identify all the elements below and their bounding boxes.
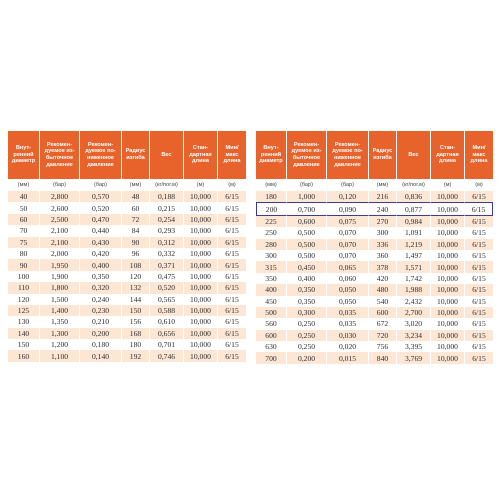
table-row xyxy=(8,191,246,202)
table-cell: 130 xyxy=(8,316,40,327)
table-cell: 540 xyxy=(369,296,397,307)
table-row xyxy=(256,341,493,352)
table-cell: 0,371 xyxy=(150,259,184,270)
table-row xyxy=(8,248,246,259)
table-cell: 756 xyxy=(369,341,397,352)
table-cell: 6/15 xyxy=(218,350,246,361)
table-cell: 0,300 xyxy=(287,307,327,318)
table-cell: 840 xyxy=(369,352,397,363)
table-cell: 0,450 xyxy=(287,261,327,272)
table-row xyxy=(8,305,246,316)
table-cell: 2,432 xyxy=(397,296,431,307)
table-cell: 10,000 xyxy=(184,259,218,270)
table-cell: 1,200 xyxy=(40,339,80,350)
table-row xyxy=(256,191,493,202)
table-cell: 0,984 xyxy=(397,216,431,227)
table-cell: 672 xyxy=(369,318,397,329)
table-cell: 2,600 xyxy=(40,202,80,213)
table-cell: 1,000 xyxy=(287,191,327,202)
table-cell: 0,500 xyxy=(287,227,327,238)
table-cell: 10,000 xyxy=(431,239,465,250)
table-cell: 2,700 xyxy=(397,307,431,318)
unit-cell: (бар) xyxy=(80,179,122,191)
table-cell: 0,254 xyxy=(150,214,184,225)
table-cell: 80 xyxy=(8,248,40,259)
table-row xyxy=(8,282,246,293)
table-cell: 3,395 xyxy=(397,341,431,352)
table-cell: 168 xyxy=(122,328,150,339)
table-cell: 0,075 xyxy=(327,216,369,227)
table-cell: 0,440 xyxy=(80,225,122,236)
table-cell: 1,350 xyxy=(40,316,80,327)
table-cell: 450 xyxy=(256,296,287,307)
table-cell: 0,588 xyxy=(150,305,184,316)
column-header: Рекомен- дуемое из- быточное давление xyxy=(287,131,327,179)
table-cell: 600 xyxy=(369,307,397,318)
table-cell: 1,300 xyxy=(40,328,80,339)
table-cell: 1,100 xyxy=(40,350,80,361)
table-cell: 0,293 xyxy=(150,225,184,236)
table-cell: 630 xyxy=(256,341,287,352)
table-cell: 6/15 xyxy=(465,296,493,307)
table-cell: 10,000 xyxy=(184,350,218,361)
table-cell: 2,100 xyxy=(40,237,80,248)
table-cell: 1,091 xyxy=(397,227,431,238)
table-cell: 0,610 xyxy=(150,316,184,327)
table-cell: 0,877 xyxy=(397,202,431,215)
table-cell: 600 xyxy=(256,330,287,341)
table-cell: 0,320 xyxy=(80,282,122,293)
column-header: Вес xyxy=(150,131,184,179)
table-row xyxy=(256,352,493,363)
table-cell: 0,500 xyxy=(287,250,327,261)
table-cell: 0,250 xyxy=(287,330,327,341)
table-cell: 0,332 xyxy=(150,248,184,259)
unit-cell: (мм) xyxy=(8,179,40,191)
table-cell: 700 xyxy=(256,352,287,363)
table-cell: 150 xyxy=(122,305,150,316)
table-cell: 6/15 xyxy=(465,307,493,318)
table-cell: 6/15 xyxy=(465,191,493,202)
table-cell: 0,060 xyxy=(327,273,369,284)
table-row xyxy=(256,261,493,272)
table-row xyxy=(256,296,493,307)
hose-spec-table-left xyxy=(8,131,246,362)
table-cell: 180 xyxy=(122,339,150,350)
table-cell: 0,070 xyxy=(327,250,369,261)
table-cell: 480 xyxy=(369,284,397,295)
table-cell: 0,565 xyxy=(150,294,184,305)
table-cell: 0,700 xyxy=(287,202,327,215)
table-row xyxy=(256,202,493,215)
table-cell: 0,350 xyxy=(287,284,327,295)
table-cell: 500 xyxy=(256,307,287,318)
table-cell: 6/15 xyxy=(465,202,493,215)
table-cell: 6/15 xyxy=(218,259,246,270)
table-cell: 0,312 xyxy=(150,237,184,248)
table-cell: 90 xyxy=(122,237,150,248)
table-cell: 100 xyxy=(8,271,40,282)
table-cell: 150 xyxy=(8,339,40,350)
table-cell: 6/15 xyxy=(465,227,493,238)
table-cell: 0,120 xyxy=(327,191,369,202)
column-header: Стан- дартная длина xyxy=(431,131,465,179)
table-cell: 300 xyxy=(256,250,287,261)
table-cell: 6/15 xyxy=(218,282,246,293)
table-row xyxy=(8,225,246,236)
table-cell: 108 xyxy=(122,259,150,270)
table-cell: 10,000 xyxy=(431,352,465,363)
table-cell: 1,497 xyxy=(397,250,431,261)
column-header: Мин/ макс длина xyxy=(465,131,493,179)
table-cell: 10,000 xyxy=(184,294,218,305)
table-cell: 6/15 xyxy=(218,305,246,316)
table-cell: 40 xyxy=(8,191,40,202)
table-cell: 0,350 xyxy=(80,271,122,282)
unit-cell: (м) xyxy=(184,179,218,191)
units-row xyxy=(8,179,246,191)
table-cell: 1,400 xyxy=(40,305,80,316)
table-cell: 6/15 xyxy=(218,191,246,202)
table-cell: 10,000 xyxy=(431,296,465,307)
table-cell: 0,250 xyxy=(287,341,327,352)
column-header: Рекомен- дуемое по- ниженное давление xyxy=(80,131,122,179)
table-cell: 1,800 xyxy=(40,282,80,293)
unit-cell: (м) xyxy=(218,179,246,191)
table-cell: 420 xyxy=(369,273,397,284)
table-cell: 0,746 xyxy=(150,350,184,361)
table-cell: 0,050 xyxy=(327,284,369,295)
table-cell: 200 xyxy=(256,202,287,215)
table-cell: 0,030 xyxy=(327,330,369,341)
table-cell: 0,200 xyxy=(287,352,327,363)
unit-cell: (бар) xyxy=(327,179,369,191)
table-row xyxy=(256,307,493,318)
table-row xyxy=(8,259,246,270)
table-cell: 6/15 xyxy=(218,316,246,327)
table-cell: 6/15 xyxy=(465,284,493,295)
table-row xyxy=(256,284,493,295)
table-cell: 0,400 xyxy=(80,259,122,270)
table-cell: 10,000 xyxy=(431,191,465,202)
unit-cell: (мм) xyxy=(369,179,397,191)
unit-cell: (бар) xyxy=(287,179,327,191)
table-cell: 10,000 xyxy=(184,328,218,339)
table-cell: 0,656 xyxy=(150,328,184,339)
table-cell: 6/15 xyxy=(465,330,493,341)
table-cell: 132 xyxy=(122,282,150,293)
table-cell: 6/15 xyxy=(218,328,246,339)
table-cell: 10,000 xyxy=(431,307,465,318)
table-cell: 0,500 xyxy=(287,239,327,250)
table-row xyxy=(256,239,493,250)
unit-cell: (м) xyxy=(465,179,493,191)
table-cell: 300 xyxy=(369,227,397,238)
table-row xyxy=(256,216,493,227)
table-cell: 0,070 xyxy=(327,227,369,238)
table-cell: 216 xyxy=(369,191,397,202)
table-cell: 6/15 xyxy=(218,248,246,259)
table-cell: 378 xyxy=(369,261,397,272)
table-cell: 0,520 xyxy=(150,282,184,293)
table-cell: 10,000 xyxy=(184,316,218,327)
table-row xyxy=(256,330,493,341)
table-row xyxy=(8,316,246,327)
table-cell: 10,000 xyxy=(431,284,465,295)
column-header: Внут- ренний диаметр xyxy=(256,131,287,179)
table-cell: 10,000 xyxy=(184,202,218,213)
table-cell: 0,400 xyxy=(287,273,327,284)
table-cell: 120 xyxy=(8,294,40,305)
table-cell: 6/15 xyxy=(465,216,493,227)
table-cell: 6/15 xyxy=(465,261,493,272)
table-cell: 6/15 xyxy=(465,318,493,329)
column-header: Радиус изгиба xyxy=(369,131,397,179)
table-row xyxy=(256,273,493,284)
table-cell: 350 xyxy=(256,273,287,284)
unit-cell: (мм) xyxy=(122,179,150,191)
table-cell: 0,701 xyxy=(150,339,184,350)
table-cell: 10,000 xyxy=(431,261,465,272)
unit-cell: (кг/пог.м) xyxy=(150,179,184,191)
table-cell: 0,430 xyxy=(80,237,122,248)
table-cell: 560 xyxy=(256,318,287,329)
unit-cell: (мм) xyxy=(256,179,287,191)
table-cell: 360 xyxy=(369,250,397,261)
table-row xyxy=(8,237,246,248)
table-cell: 2,800 xyxy=(40,191,80,202)
table-cell: 48 xyxy=(122,191,150,202)
table-cell: 0,350 xyxy=(287,296,327,307)
column-header: Вес xyxy=(397,131,431,179)
table-cell: 84 xyxy=(122,225,150,236)
table-cell: 70 xyxy=(8,225,40,236)
table-row xyxy=(256,227,493,238)
table-cell: 90 xyxy=(8,259,40,270)
table-cell: 0,140 xyxy=(80,350,122,361)
table-cell: 2,100 xyxy=(40,225,80,236)
hose-spec-table-right xyxy=(256,131,493,364)
table-cell: 10,000 xyxy=(184,237,218,248)
table-cell: 10,000 xyxy=(184,305,218,316)
table-cell: 6/15 xyxy=(218,271,246,282)
table-cell: 1,950 xyxy=(40,259,80,270)
table-cell: 0,520 xyxy=(80,202,122,213)
units-row xyxy=(256,179,493,191)
column-header: Внут- ренний диаметр xyxy=(8,131,40,179)
table-cell: 6/15 xyxy=(218,225,246,236)
table-cell: 6/15 xyxy=(218,214,246,225)
table-cell: 2,000 xyxy=(40,248,80,259)
table-cell: 1,988 xyxy=(397,284,431,295)
table-cell: 225 xyxy=(256,216,287,227)
table-cell: 0,836 xyxy=(397,191,431,202)
table-row xyxy=(8,214,246,225)
table-cell: 1,500 xyxy=(40,294,80,305)
table-cell: 0,015 xyxy=(327,352,369,363)
table-cell: 6/15 xyxy=(218,237,246,248)
table-cell: 1,900 xyxy=(40,271,80,282)
column-header: Мин/ макс длина xyxy=(218,131,246,179)
table-cell: 156 xyxy=(122,316,150,327)
table-cell: 10,000 xyxy=(431,330,465,341)
table-cell: 250 xyxy=(256,227,287,238)
table-cell: 180 xyxy=(256,191,287,202)
table-cell: 0,600 xyxy=(287,216,327,227)
table-cell: 3,769 xyxy=(397,352,431,363)
table-cell: 0,240 xyxy=(80,294,122,305)
table-cell: 0,470 xyxy=(80,214,122,225)
table-cell: 60 xyxy=(122,202,150,213)
unit-cell: (бар) xyxy=(40,179,80,191)
table-row xyxy=(8,350,246,361)
table-row xyxy=(8,328,246,339)
table-cell: 336 xyxy=(369,239,397,250)
header-row xyxy=(256,131,493,179)
table-cell: 0,250 xyxy=(287,318,327,329)
table-cell: 0,420 xyxy=(80,248,122,259)
table-cell: 10,000 xyxy=(184,282,218,293)
table-cell: 10,000 xyxy=(184,225,218,236)
table-cell: 270 xyxy=(369,216,397,227)
table-cell: 10,000 xyxy=(431,273,465,284)
column-header: Рекомен- дуемое по- ниженное давление xyxy=(327,131,369,179)
table-cell: 10,000 xyxy=(184,214,218,225)
table-cell: 10,000 xyxy=(431,250,465,261)
table-cell: 10,000 xyxy=(184,248,218,259)
table-cell: 10,000 xyxy=(431,202,465,215)
table-cell: 60 xyxy=(8,214,40,225)
table-cell: 6/15 xyxy=(465,239,493,250)
table-cell: 6/15 xyxy=(465,273,493,284)
table-cell: 75 xyxy=(8,237,40,248)
unit-cell: (м) xyxy=(431,179,465,191)
table-cell: 3,234 xyxy=(397,330,431,341)
table-cell: 120 xyxy=(122,271,150,282)
table-cell: 10,000 xyxy=(431,341,465,352)
table-cell: 0,180 xyxy=(80,339,122,350)
table-cell: 0,035 xyxy=(327,318,369,329)
table-cell: 1,571 xyxy=(397,261,431,272)
table-cell: 6/15 xyxy=(218,294,246,305)
table-cell: 72 xyxy=(122,214,150,225)
table-cell: 0,090 xyxy=(327,202,369,215)
unit-cell: (кг/пог.м) xyxy=(397,179,431,191)
table-cell: 192 xyxy=(122,350,150,361)
table-cell: 96 xyxy=(122,248,150,259)
table-cell: 10,000 xyxy=(431,227,465,238)
table-cell: 10,000 xyxy=(431,318,465,329)
header-row xyxy=(8,131,246,179)
table-cell: 0,215 xyxy=(150,202,184,213)
column-header: Рекомен- дуемое из- быточное давление xyxy=(40,131,80,179)
table-cell: 110 xyxy=(8,282,40,293)
table-cell: 400 xyxy=(256,284,287,295)
table-cell: 6/15 xyxy=(465,341,493,352)
table-cell: 10,000 xyxy=(184,191,218,202)
table-cell: 6/15 xyxy=(465,352,493,363)
column-header: Радиус изгиба xyxy=(122,131,150,179)
table-cell: 10,000 xyxy=(184,271,218,282)
table-cell: 315 xyxy=(256,261,287,272)
table-cell: 0,050 xyxy=(327,296,369,307)
table-cell: 0,188 xyxy=(150,191,184,202)
table-cell: 240 xyxy=(369,202,397,215)
table-cell: 3,020 xyxy=(397,318,431,329)
table-cell: 0,570 xyxy=(80,191,122,202)
table-cell: 0,475 xyxy=(150,271,184,282)
table-cell: 50 xyxy=(8,202,40,213)
table-cell: 160 xyxy=(8,350,40,361)
table-cell: 1,742 xyxy=(397,273,431,284)
table-row xyxy=(8,339,246,350)
table-cell: 0,230 xyxy=(80,305,122,316)
table-cell: 6/15 xyxy=(465,250,493,261)
table-cell: 10,000 xyxy=(184,339,218,350)
table-cell: 140 xyxy=(8,328,40,339)
table-cell: 0,200 xyxy=(80,328,122,339)
table-row xyxy=(8,271,246,282)
table-cell: 0,020 xyxy=(327,341,369,352)
table-cell: 0,070 xyxy=(327,239,369,250)
table-row xyxy=(8,294,246,305)
column-header: Стан- дартная длина xyxy=(184,131,218,179)
table-cell: 0,065 xyxy=(327,261,369,272)
table-cell: 0,210 xyxy=(80,316,122,327)
table-cell: 280 xyxy=(256,239,287,250)
table-row xyxy=(256,318,493,329)
table-cell: 125 xyxy=(8,305,40,316)
table-cell: 6/15 xyxy=(218,202,246,213)
table-cell: 0,035 xyxy=(327,307,369,318)
table-cell: 10,000 xyxy=(431,216,465,227)
table-cell: 2,500 xyxy=(40,214,80,225)
table-cell: 6/15 xyxy=(218,339,246,350)
table-row xyxy=(256,250,493,261)
table-cell: 144 xyxy=(122,294,150,305)
table-cell: 720 xyxy=(369,330,397,341)
table-cell: 1,219 xyxy=(397,239,431,250)
table-row xyxy=(8,202,246,213)
